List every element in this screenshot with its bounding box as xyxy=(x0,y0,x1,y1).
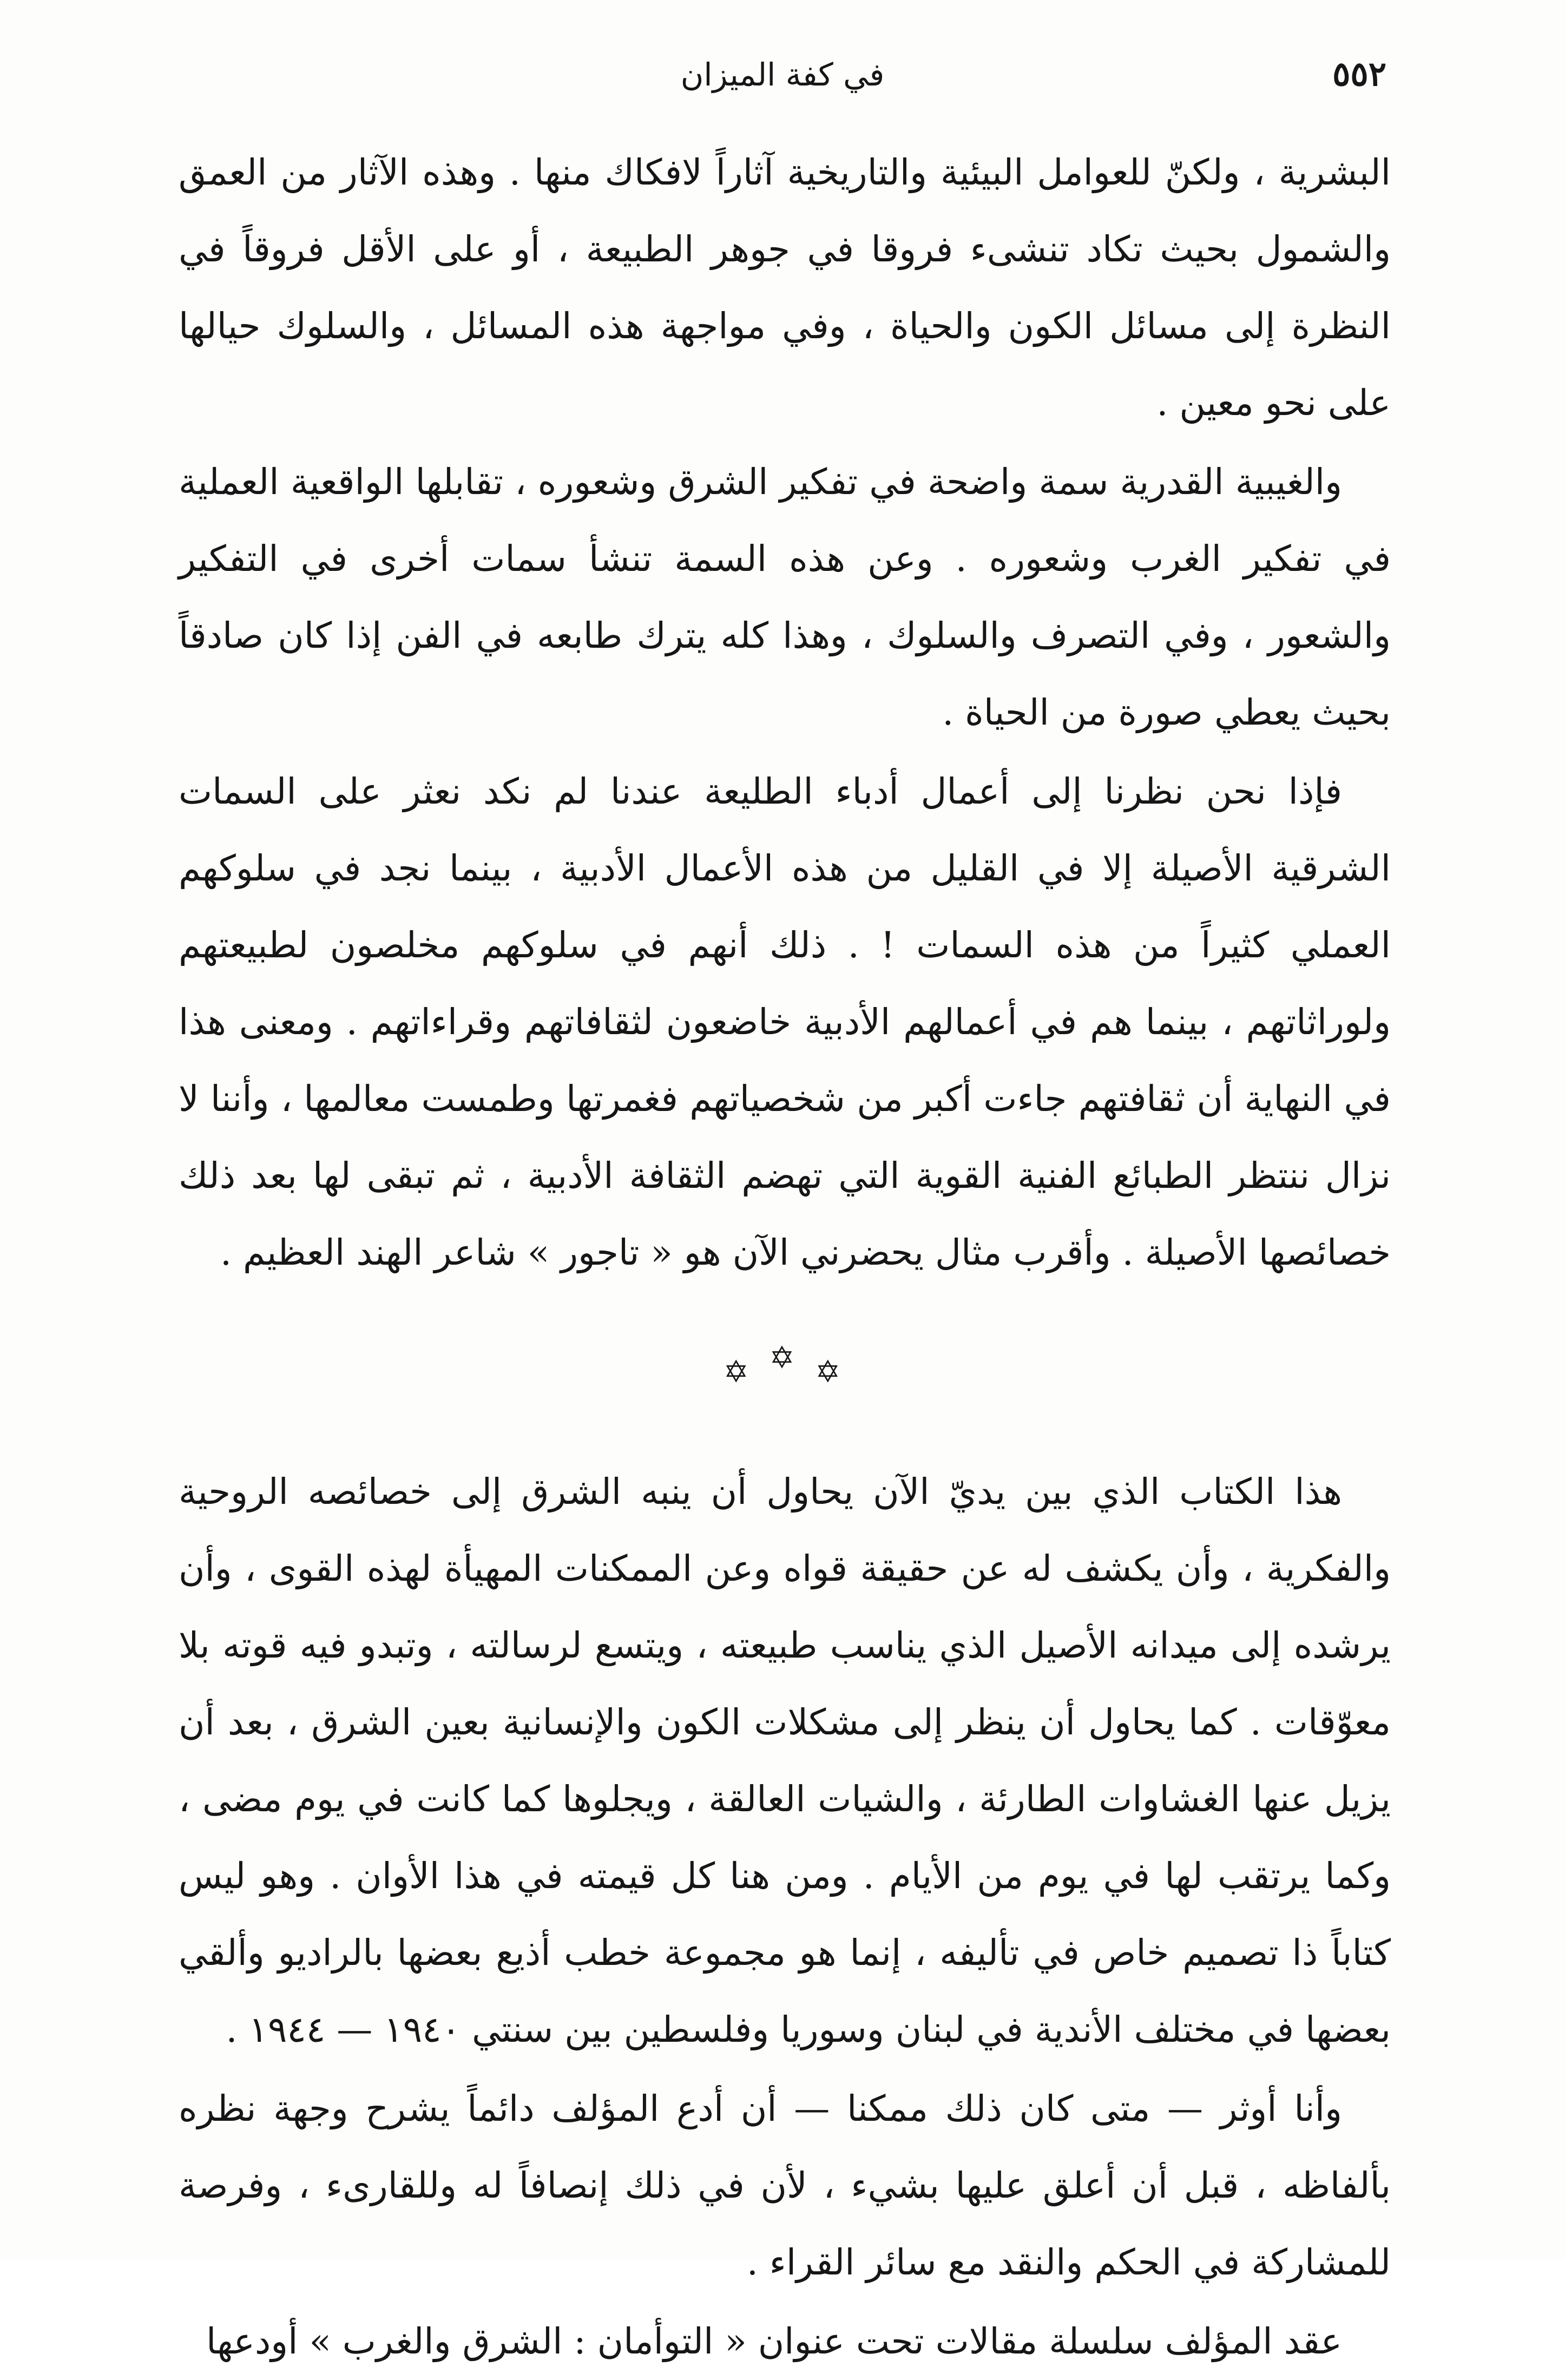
paragraph-1: البشرية ، ولكنّ للعوامل البيئية والتاريخية آثاراً لافكاك منها . وهذه الآثار من العمق والشمول بحيث تكاد تنشىء فروقا في جوهر الطبيعة ، أو على الأقل فروقاً في النظرة إلى مسائل الكون والحياة ، وفي مواجهة هذه المسائل ، والسلوك حيالها على نحو معين . xyxy=(179,152,1391,424)
paragraph-3: فإذا نحن نظرنا إلى أعمال أدباء الطليعة عندنا لم نكد نعثر على السمات الشرقية الأصيلة إلا في القليل من هذه الأعمال الأدبية ، بينما نجد في سلوكهم العملي كثيراً من هذه السمات ! . ذلك أنهم في سلوكهم مخلصون لطبيعتهم ولوراثاتهم ، بينما هم في أعمالهم الأدبية خاضعون لثقافاتهم وقراءاتهم . ومعنى هذا في النهاية أن ثقافتهم جاءت أكبر من شخصياتهم فغمرتها وطمست معالمها ، وأننا لا نزال ننتظر الطبائع الفنية القوية التي تهضم الثقافة الأدبية ، ثم تبقى لها بعد ذلك خصائصها الأصيلة . وأقرب مثال يحضرني الآن هو « تاجور » شاعر الهند العظيم . xyxy=(179,771,1391,1273)
page-number: ٥٥٢ xyxy=(1332,54,1386,94)
paragraph-4: هذا الكتاب الذي بين يديّ الآن يحاول أن ينبه الشرق إلى خصائصه الروحية والفكرية ، وأن يكشف له عن حقيقة قواه وعن الممكنات المهيأة لهذه القوى ، وأن يرشده إلى ميدانه الأصيل الذي يناسب طبيعته ، ويتسع لرسالته ، وتبدو فيه قوته بلا معوّقات . كما يحاول أن ينظر إلى مشكلات الكون والإنسانية بعين الشرق ، بعد أن يزيل عنها الغشاوات الطارئة ، والشيات العالقة ، ويجلوها كما كانت في يوم مضى ، وكما يرتقب لها في يوم من الأيام . ومن هنا كل قيمته في هذا الأوان . وهو ليس كتاباً ذا تصميم خاص في تأليفه ، إنما هو مجموعة خطب أذيع بعضها بالراديو وألقي بعضها في مختلف الأندية في لبنان وسوريا وفلسطين بين سنتي ١٩٤٠ — ١٩٤٤ . xyxy=(179,1471,1391,2050)
paragraph-6: عقد المؤلف سلسلة مقالات تحت عنوان « التوأمان : الشرق والغرب » أودعها xyxy=(206,2320,1342,2362)
paragraph-5: وأنا أوثر — متى كان ذلك ممكنا — أن أدع المؤلف دائماً يشرح وجهة نظره بألفاظه ، قبل أن أعلق عليها بشيء ، لأن في ذلك إنصافاً له وللقارىء ، وفرصة للمشاركة في الحكم والنقد مع سائر القراء . xyxy=(179,2088,1391,2283)
body-text xyxy=(179,134,1391,2380)
star-ornament-icon: ✡ xyxy=(723,1355,754,1390)
page-header xyxy=(179,42,1386,123)
section-separator xyxy=(179,1291,1391,1454)
paragraph-2: والغيبية القدرية سمة واضحة في تفكير الشرق وشعوره ، تقابلها الواقعية العملية في تفكير الغرب وشعوره . وعن هذه السمة تنشأ سمات أخرى في التفكير والشعور ، وفي التصرف والسلوك ، وهذا كله يترك طابعه في الفن إذا كان صادقاً بحيث يعطي صورة من الحياة . xyxy=(179,461,1391,733)
running-title: في كفة الميزان xyxy=(680,56,885,93)
star-ornament-icon: ✡ xyxy=(815,1355,846,1390)
star-ornament-icon: ✡ xyxy=(769,1340,800,1376)
